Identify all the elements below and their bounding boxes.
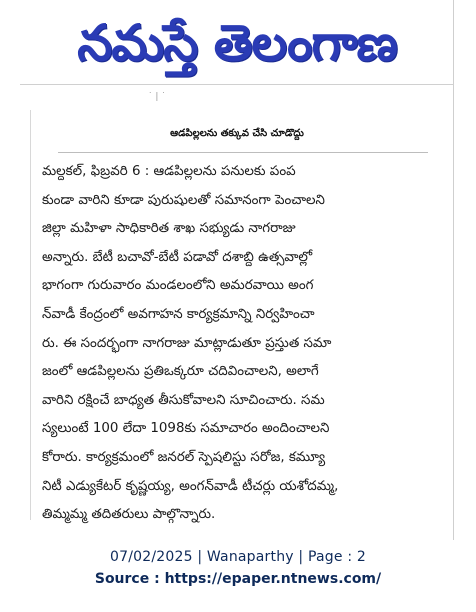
masthead-title: నమస్తే తెలంగాణ	[77, 14, 397, 72]
source-link[interactable]: Source : https://epaper.ntnews.com/	[94, 571, 382, 587]
article-line: అన్నారు. బేటీ బచావో-బేటీ పడావో దశాబ్ది ఉత్సవాల్లో	[42, 249, 313, 265]
article-headline: ఆడపిల్లలను తక్కువ చేసి చూడొద్దు	[170, 128, 304, 139]
column-margin-line	[30, 110, 31, 520]
article-line: జంలో ఆడపిల్లలను ప్రతిఒక్కరూ చదివించాలని, అలాగే	[42, 364, 319, 380]
article-line: న్‌వాడీ కేంద్రంలో అవగాహన కార్యక్రమాన్ని నిర్వహించా	[42, 306, 315, 322]
article-line: కుండా వారిని కూడా పురుషులతో సమానంగా పెంచాలని	[42, 192, 325, 208]
article-line: జిల్లా మహిళా సాధికారిత శాఖ సభ్యుడు నాగరాజు	[42, 221, 296, 237]
epaper-footer	[0, 546, 476, 590]
article-line: భాగంగా గురువారం మండలంలోని అమరవాయి అంగ	[42, 278, 314, 294]
article-line: తిమ్మమ్మ తదితరులు పాల్గొన్నారు.	[42, 507, 216, 523]
masthead	[20, 4, 454, 82]
article-line: మల్దకల్‌, ఫిబ్రవరి 6 : ఆడపిల్లలను పనులకు పంప	[42, 164, 296, 179]
article-line: నిటీ ఎడ్యుకేటర్‌ కృష్ణయ్య, అంగన్‌వాడీ టీచర్లు యశోదమ్మ,	[42, 478, 339, 494]
article-line: రు. ఈ సందర్భంగా నాగరాజు మాట్లాడుతూ ప్రస్తుత సమా	[42, 335, 332, 351]
masthead-divider	[20, 84, 454, 85]
news-clipping	[20, 0, 454, 540]
stray-print-mark: ˙ | ˙	[148, 92, 166, 102]
edition-meta: 07/02/2025 | Wanaparthy | Page : 2	[110, 549, 366, 565]
article-line: కోరారు. కార్యక్రమంలో జనరల్‌ స్పెషలిస్టు సరోజ, కమ్యూ	[42, 449, 326, 465]
article-line: వారిని రక్షించే బాధ్యత తీసుకోవాలని సూచించారు. సమ	[42, 392, 325, 408]
article-line: స్యలుంటే 100 లేదా 1098కు సమాచారం అందించాలని	[42, 421, 330, 437]
headline-underline	[58, 152, 428, 153]
article-body	[42, 158, 446, 530]
